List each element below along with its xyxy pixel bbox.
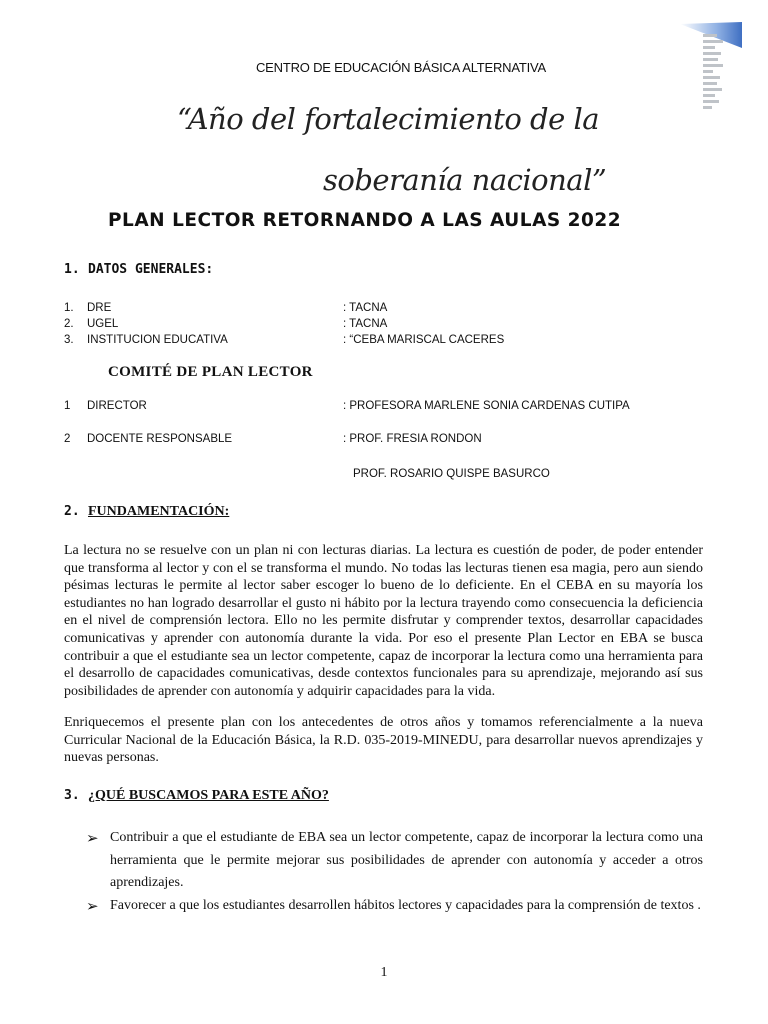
row-value: : “CEBA MARISCAL CACERES — [343, 334, 505, 346]
page-number: 1 — [380, 965, 388, 980]
motto-line-2: soberanía nacional” — [323, 163, 607, 197]
row-key: UGEL — [87, 318, 119, 330]
row-number: 3. — [64, 334, 74, 346]
data-row-ugel — [64, 318, 704, 332]
committee-row-docente — [64, 433, 704, 447]
row-number: 1 — [64, 400, 71, 412]
committee-extra-teacher: PROF. ROSARIO QUISPE BASURCO — [353, 468, 550, 480]
row-number: 1. — [64, 302, 74, 314]
row-key: DOCENTE RESPONSABLE — [87, 433, 233, 445]
document-title: PLAN LECTOR RETORNANDO A LAS AULAS 2022 — [108, 210, 622, 231]
row-value: : TACNA — [343, 318, 388, 330]
row-value: : TACNA — [343, 302, 388, 314]
row-key: DRE — [87, 302, 112, 314]
section-1-number: 1. — [64, 262, 80, 277]
motto-line-1: “Año del fortalecimiento de la — [177, 102, 600, 136]
objective-text: Favorecer a que los estudiantes desarrollen hábitos lectores y capacidades para la comprensión de textos . — [110, 898, 701, 913]
data-row-dre — [64, 302, 704, 316]
institution-name: CENTRO DE EDUCACIÓN BÁSICA ALTERNATIVA — [255, 60, 546, 75]
row-number: 2. — [64, 318, 74, 330]
row-key: INSTITUCION EDUCATIVA — [87, 334, 228, 346]
section-2-heading — [64, 504, 229, 520]
arrow-bullet-icon: ➢ — [86, 897, 99, 915]
objective-text: Contribuir a que el estudiante de EBA sea un lector competente, capaz de incorporar la lectura como una herramienta que le permite mejorar sus posibilidades de aprender con autonomía y acceder a otros aprendizajes. — [110, 830, 703, 890]
objective-item-1 — [86, 827, 703, 895]
data-row-institucion — [64, 334, 704, 348]
section-2-number: 2. — [64, 504, 80, 519]
section-1-title: DATOS GENERALES: — [88, 262, 214, 277]
section-2-title: FUNDAMENTACIÓN: — [88, 504, 230, 519]
row-value: : PROFESORA MARLENE SONIA CARDENAS CUTIPA — [343, 400, 630, 412]
section-3-title: ¿QUÉ BUSCAMOS PARA ESTE AÑO? — [88, 788, 329, 803]
fundamentacion-paragraph-2: Enriquecemos el presente plan con los antecedentes de otros años y tomamos referencialmente a la nueva Curricular Nacional de la Educación Básica, la R.D. 035-2019-MINEDU, para desarrollar nuevos aprendizajes y nuevas personas. — [64, 715, 703, 766]
section-1-heading — [64, 262, 213, 277]
row-key: DIRECTOR — [87, 400, 147, 412]
committee-row-director — [64, 400, 704, 414]
row-number: 2 — [64, 433, 71, 445]
fundamentacion-paragraph-1: La lectura no se resuelve con un plan ni con lecturas diarias. La lectura es cuestión de poder, de poder entender que transforma al lector y con el se transforma el mundo. No todas las lecturas tienen esa magia, pero aun siendo pésimas lecturas le permite al lector saber escoger lo bueno de lo deficiente. En el CEBA en su mayoría los estudiantes no han logrado desarrollar el gusto ni hábito por la lectura trayendo como consecuencia la deficiencia en el nivel de comprensión lectora. Ello no les permite disfrutar y comprender textos, desarrollar capacidades comunicativas y aprender con autonomía durante la vida. Por eso el presente Plan Lector en EBA se busca contribuir a que el estudiante sea un lector competente, capaz de incorporar la lectura como una herramienta para el desarrollo de capacidades comunicativas, desde contextos funcionales para su aprendizaje, mejorando así sus posibilidades de aprender con autonomía y adquirir capacidades para la vida. — [64, 543, 703, 699]
arrow-bullet-icon: ➢ — [86, 829, 99, 847]
objective-item-2 — [86, 895, 703, 918]
committee-title: COMITÉ DE PLAN LECTOR — [108, 364, 313, 380]
row-value: : PROF. FRESIA RONDON — [343, 433, 482, 445]
section-3-heading — [64, 788, 329, 804]
section-3-number: 3. — [64, 788, 80, 803]
